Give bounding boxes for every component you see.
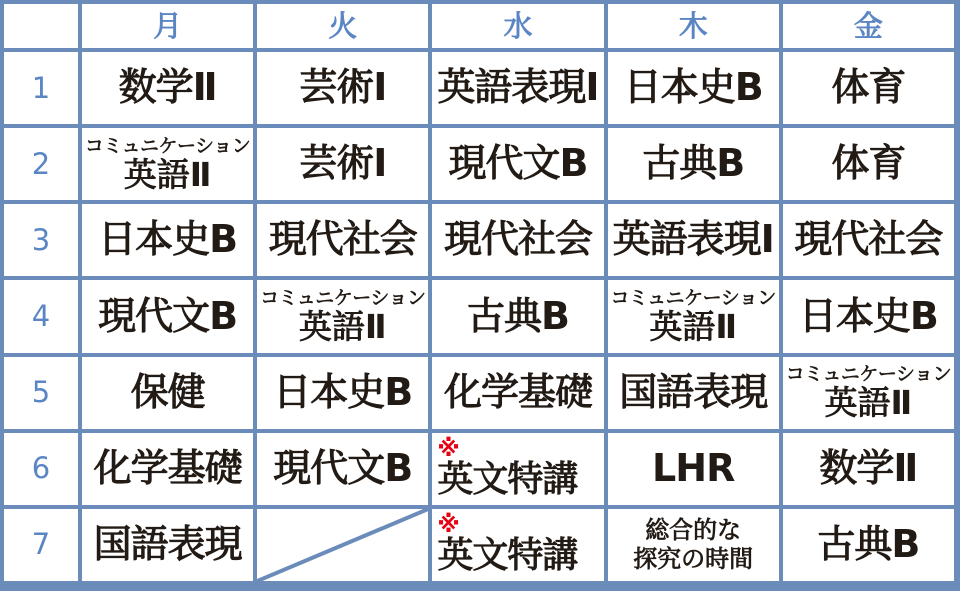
subject-name: 現代文B: [273, 445, 413, 490]
subject-name: 日本史B: [623, 65, 763, 110]
cell-wed-5: [432, 357, 603, 429]
period-label-2: 2: [31, 146, 51, 181]
subject-name: 国語表現: [93, 521, 242, 566]
cell-thu-7: [608, 509, 779, 581]
cell-wed-1: [432, 52, 603, 124]
subject-name: 英文特講: [437, 458, 578, 500]
subject-name: 国語表現: [619, 369, 768, 414]
period-cell-6: [4, 433, 78, 505]
period-label-5: 5: [31, 375, 51, 410]
period-label-6: 6: [31, 451, 51, 486]
day-label-tue: 火: [328, 8, 358, 43]
cell-mon-3: [82, 204, 253, 276]
period-cell-3: [4, 204, 78, 276]
day-header-tue: [257, 4, 428, 48]
cell-wed-2: [432, 128, 603, 200]
subject-name: 日本史B: [273, 369, 413, 414]
cell-wed-7: [432, 509, 603, 581]
cell-fri-1: [783, 52, 954, 124]
subject-name: 体育: [831, 141, 906, 186]
subject-ruby: コミュニケーション: [785, 363, 952, 386]
day-header-mon: [82, 4, 253, 48]
subject-name: 古典B: [642, 141, 745, 186]
subject-name: 保健: [130, 369, 205, 414]
subject-name: 英語Ⅱ: [123, 154, 212, 194]
cell-thu-2: [608, 128, 779, 200]
day-label-mon: 月: [153, 8, 183, 43]
cell-tue-6: [257, 433, 428, 505]
cell-tue-5: [257, 357, 428, 429]
subject-name: 日本史B: [798, 293, 938, 338]
cell-fri-2: [783, 128, 954, 200]
subject-name: 化学基礎: [443, 369, 592, 414]
subject-name: 日本史B: [98, 217, 238, 262]
cell-tue-2: [257, 128, 428, 200]
period-label-7: 7: [31, 527, 51, 562]
subject-name-line2: 探究の時間: [633, 544, 754, 573]
cell-fri-5: [783, 357, 954, 429]
cell-thu-1: [608, 52, 779, 124]
subject-name: 英語Ⅱ: [298, 306, 387, 346]
period-cell-4: [4, 280, 78, 352]
subject-name: LHR: [652, 445, 735, 490]
day-label-fri: 金: [853, 8, 883, 43]
cell-mon-6: [82, 433, 253, 505]
subject-name: 数学Ⅱ: [819, 445, 918, 490]
subject-name: 芸術Ⅰ: [299, 141, 387, 186]
cell-tue-3: [257, 204, 428, 276]
day-label-thu: 木: [678, 8, 708, 43]
cell-tue-7-empty: [257, 509, 428, 581]
subject-name: 化学基礎: [93, 445, 242, 490]
cell-tue-4: [257, 280, 428, 352]
period-label-3: 3: [31, 222, 51, 257]
day-header-thu: [608, 4, 779, 48]
diagonal-slash: [257, 509, 428, 581]
subject-name: 現代社会: [443, 217, 592, 262]
cell-mon-4: [82, 280, 253, 352]
subject-name: 現代文B: [448, 141, 588, 186]
subject-name: 芸術Ⅰ: [299, 65, 387, 110]
note-asterisk-mark: ※: [437, 435, 460, 462]
subject-name: 英語Ⅱ: [649, 306, 738, 346]
cell-thu-4: [608, 280, 779, 352]
subject-ruby: コミュニケーション: [84, 134, 251, 157]
cell-fri-7: [783, 509, 954, 581]
subject-name-line1: 総合的な: [645, 516, 742, 545]
cell-mon-1: [82, 52, 253, 124]
cell-thu-6: [608, 433, 779, 505]
cell-tue-1: [257, 52, 428, 124]
subject-ruby: コミュニケーション: [610, 286, 776, 309]
cell-wed-3: [432, 204, 603, 276]
subject-name: 英文特講: [437, 534, 578, 576]
cell-wed-6: [432, 433, 603, 505]
period-label-1: 1: [31, 70, 51, 105]
day-header-fri: [783, 4, 954, 48]
cell-fri-4: [783, 280, 954, 352]
subject-name: 現代社会: [794, 217, 943, 262]
cell-thu-5: [608, 357, 779, 429]
subject-name: 英語表現Ⅰ: [612, 217, 774, 262]
period-cell-2: [4, 128, 78, 200]
subject-name: 古典B: [467, 293, 569, 338]
cell-mon-7: [82, 509, 253, 581]
period-cell-5: [4, 357, 78, 429]
period-label-4: 4: [31, 298, 51, 333]
cell-thu-3: [608, 204, 779, 276]
subject-name: 英語Ⅱ: [824, 382, 913, 422]
cell-fri-6: [783, 433, 954, 505]
subject-ruby: コミュニケーション: [260, 286, 426, 309]
cell-mon-5: [82, 357, 253, 429]
cell-mon-2: [82, 128, 253, 200]
day-label-wed: 水: [503, 8, 533, 43]
period-cell-1: [4, 52, 78, 124]
cell-fri-3: [783, 204, 954, 276]
note-asterisk-mark: ※: [437, 512, 460, 539]
cell-wed-4: [432, 280, 603, 352]
subject-name: 現代文B: [98, 293, 238, 338]
day-header-wed: [432, 4, 603, 48]
subject-name: 現代社会: [268, 217, 417, 262]
subject-name: 体育: [831, 65, 906, 110]
subject-name: 英語表現Ⅰ: [437, 65, 599, 110]
subject-name: 古典B: [817, 521, 920, 566]
subject-name: 数学Ⅱ: [118, 65, 217, 110]
period-cell-7: [4, 509, 78, 581]
corner-cell: [4, 4, 78, 48]
